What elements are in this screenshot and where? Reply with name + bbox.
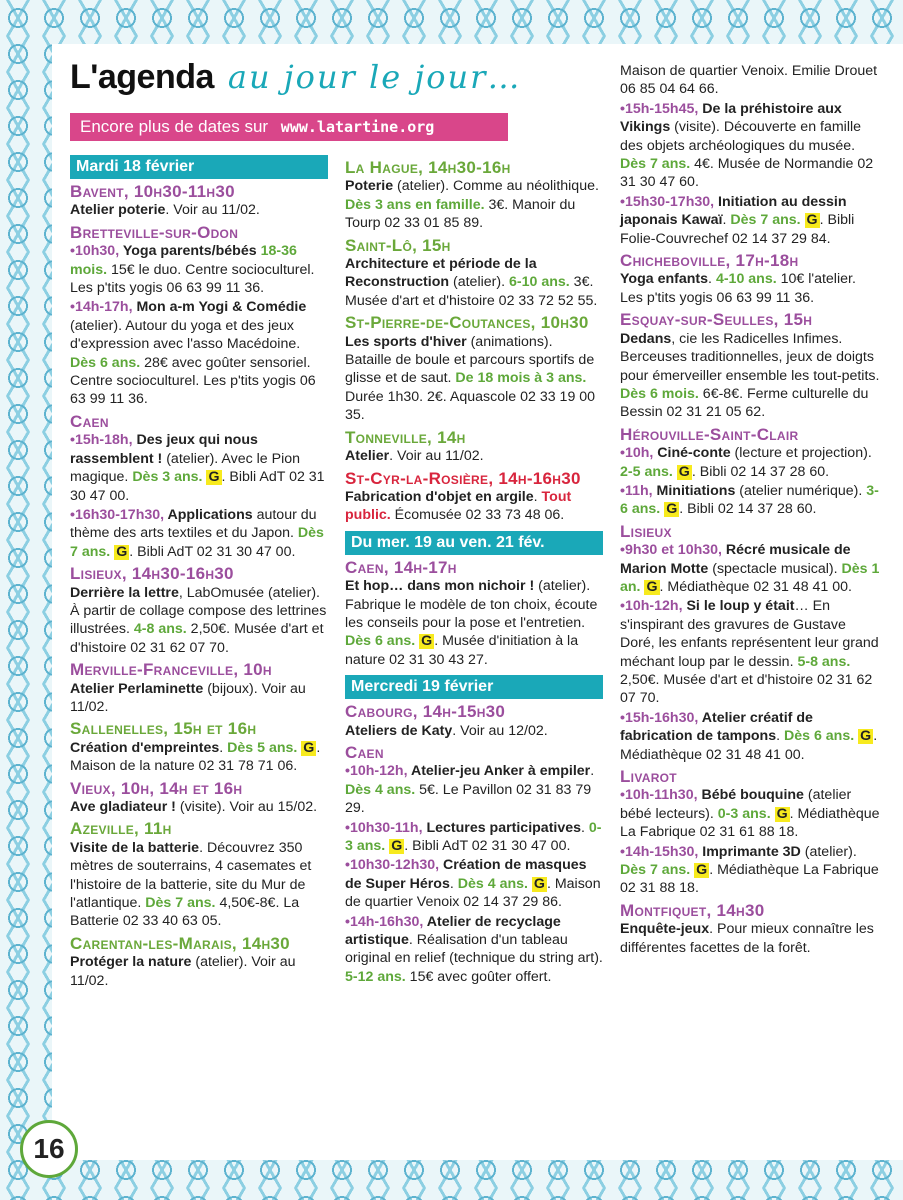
agenda-column-2 bbox=[345, 155, 603, 987]
place-heading: Bretteville-sur-Odon bbox=[70, 222, 239, 242]
place-heading: Sallenelles, 15h et 16h bbox=[70, 719, 257, 739]
free-badge: G bbox=[533, 875, 545, 892]
free-badge: G bbox=[116, 543, 128, 560]
date-header: Mercredi 19 février bbox=[345, 675, 603, 699]
place-heading: Bavent, 10h30-11h30 bbox=[70, 182, 235, 201]
event-entry: Derrière la lettre, LabOmusée (atelier). À partir de collage compose des lettrines illustrées. 4-8 ans. 2,50€. Musée d'art et d'histoire 02 31 62 07 70. bbox=[70, 584, 327, 656]
event-entry: •10h-11h30, Bébé bouquine (atelier bébé lecteurs). 0-3 ans. G . Médiathèque La Fabrique 02 31 61 88 18. bbox=[620, 787, 880, 841]
event-entry: Les sports d'hiver (animations). Bataille de boule et parcours sportifs de glisse et de saut. De 18 mois à 3 ans. Durée 1h30. 2€. Aquascole 02 33 19 00 35. bbox=[345, 333, 596, 424]
place-heading: Saint-Lô, 15h bbox=[345, 235, 451, 255]
place-heading: St-Cyr-la-Rosière, 14h-16h30 bbox=[345, 468, 581, 488]
free-badge: G bbox=[391, 838, 403, 854]
event-entry: Atelier Perlaminette (bijoux). Voir au 11/02. bbox=[70, 680, 306, 715]
event-entry: Protéger la nature (atelier). Voir au 11/02. bbox=[70, 954, 296, 989]
event-entry: •15h30-17h30, Initiation au dessin japonais Kawaï. Dès 7 ans. G . Bibli Folie-Couvrechef 02 14 37 29 84. bbox=[620, 193, 855, 247]
place-heading: Vieux, 10h, 14h et 16h bbox=[70, 778, 243, 798]
place-heading: Cabourg, 14h-15h30 bbox=[345, 702, 506, 722]
event-entry: •14h-17h, Mon a-m Yogi & Comédie (atelier). Autour du yoga et des jeux d'expression avec l'asso Macédoine. Dès 6 ans. 28€ avec goûter sensoriel. Centre socioculturel. Les p'tits yogis 06 63 99 11 36. bbox=[70, 299, 316, 408]
place-heading: Merville-Franceville, 10h bbox=[70, 660, 272, 680]
event-entry: •15h-15h45, De la préhistoire aux Vikings (visite). Découverte en famille des objets archéologiques du musée. Dès 7 ans. 4€. Musée de Normandie 02 31 30 47 60. bbox=[620, 100, 874, 191]
place-heading: Hérouville-Saint-Clair bbox=[620, 424, 799, 444]
place-heading: Caen bbox=[345, 742, 384, 762]
event-entry: Ateliers de Katy. Voir au 12/02. bbox=[345, 722, 548, 739]
agenda-column-3 bbox=[620, 62, 882, 958]
place-heading: St-Pierre-de-Coutances, 10h30 bbox=[345, 313, 589, 333]
event-entry: Poterie (atelier). Comme au néolithique. Dès 3 ans en famille. 3€. Manoir du Tourp 02 33 01 85 89. bbox=[345, 178, 599, 232]
place-heading: Chicheboville, 17h-18h bbox=[620, 251, 799, 271]
place-heading: Caen bbox=[70, 411, 109, 431]
page-number: 16 bbox=[20, 1120, 78, 1178]
free-badge: G bbox=[678, 463, 690, 480]
free-badge: G bbox=[776, 805, 788, 822]
event-entry: •16h30-17h30, Applications autour du thème des arts textiles et du Japon. Dès 7 ans. G . Bibli AdT 02 31 30 47 00. bbox=[70, 506, 324, 560]
free-badge: G bbox=[208, 469, 220, 486]
free-badge: G bbox=[303, 739, 315, 756]
event-entry: •10h30-11h, Lectures participatives. 0-3 ans. G . Bibli AdT 02 31 30 47 00. bbox=[345, 819, 602, 854]
place-heading: Montfiquet, 14h30 bbox=[620, 900, 765, 920]
event-entry: Visite de la batterie. Découvrez 350 mètres de souterrains, 4 casemates et l'histoire de la batterie, site du Mur de l'atlantique. Dès 7 ans. 4,50€-8€. La Batterie 02 33 40 63 05. bbox=[70, 839, 312, 930]
event-entry: •14h-15h30, Imprimante 3D (atelier). Dès 7 ans. G . Médiathèque La Fabrique 02 31 88 18. bbox=[620, 843, 879, 897]
event-entry: •11h, Minitiations (atelier numérique). 3-6 ans. G . Bibli 02 14 37 28 60. bbox=[620, 482, 879, 518]
event-entry: •10h, Ciné-conte (lecture et projection). 2-5 ans. G . Bibli 02 14 37 28 60. bbox=[620, 445, 872, 480]
place-heading: Esquay-sur-Seulles, 15h bbox=[620, 310, 813, 330]
page-header bbox=[70, 58, 521, 97]
website-banner bbox=[70, 113, 508, 141]
place-heading: Carentan-les-Marais, 14h30 bbox=[70, 933, 290, 953]
page-subtitle: au jour le jour… bbox=[227, 58, 522, 96]
event-entry: Création d'empreintes. Dès 5 ans. G . Maison de la nature 02 31 78 71 06. bbox=[70, 739, 321, 775]
date-header: Du mer. 19 au ven. 21 fév. bbox=[345, 531, 603, 555]
event-entry: •10h30, Yoga parents/bébés 18-36 mois. 15€ le duo. Centre socioculturel. Les p'tits yogis 06 63 99 11 36. bbox=[70, 243, 315, 297]
event-entry: Dedans, cie les Radicelles Infimes. Berceuses traditionnelles, jeux de doigts pour émerveiller ensemble les tout-petits. Dès 6 mois. 6€-8€. Ferme culturelle du Bessin 02 31 21 05 62. bbox=[620, 330, 880, 421]
event-entry: •10h-12h, Atelier-jeu Anker à empiler. Dès 4 ans. 5€. Le Pavillon 02 31 83 79 29. bbox=[345, 763, 595, 817]
page-title: L'agenda bbox=[70, 58, 214, 96]
free-badge: G bbox=[666, 501, 678, 518]
event-entry: Atelier poterie. Voir au 11/02. bbox=[70, 202, 260, 219]
event-entry: Fabrication d'objet en argile. Tout public. Écomusée 02 33 73 48 06. bbox=[345, 488, 572, 524]
event-entry: Et hop… dans mon nichoir ! (atelier). Fabrique le modèle de ton choix, écoute les conseils pour la pose et l'entretien. Dès 6 ans. G . Musée d'initiation à la nature 02 31 30 43 27. bbox=[345, 578, 598, 668]
event-entry: •15h-16h30, Atelier créatif de fabrication de tampons. Dès 6 ans. G . Médiathèque 02 31 48 41 00. bbox=[620, 709, 878, 763]
event-entry: •10h-12h, Si le loup y était… En s'inspirant des gravures de Gustave Doré, les enfants représentent leur grand méchant loup par le dessin. 5-8 ans. 2,50€. Musée d'art et d'histoire 02 31 62 07 70. bbox=[620, 598, 879, 707]
event-entry: •15h-18h, Des jeux qui nous rassemblent ! (atelier). Avec le Pion magique. Dès 3 ans. G . Bibli AdT 02 31 30 47 00. bbox=[70, 432, 325, 504]
place-heading: Caen, 14h-17h bbox=[345, 557, 457, 577]
event-entry: Ave gladiateur ! (visite). Voir au 15/02. bbox=[70, 799, 318, 815]
event-entry: Yoga enfants. 4-10 ans. 10€ l'atelier. Les p'tits yogis 06 63 99 11 36. bbox=[620, 271, 856, 306]
event-entry: Atelier. Voir au 11/02. bbox=[345, 448, 484, 465]
place-heading: Lisieux, 14h30-16h30 bbox=[70, 564, 234, 584]
free-badge: G bbox=[646, 578, 658, 595]
place-heading: Azeville, 11h bbox=[70, 819, 172, 839]
event-entry: Architecture et période de la Reconstruction (atelier). 6-10 ans. 3€. Musée d'art et d'histoire 02 33 72 52 55. bbox=[345, 256, 598, 309]
place-heading: Lisieux bbox=[620, 521, 672, 541]
event-entry: Maison de quartier Venoix. Emilie Drouet 06 85 04 64 66. bbox=[620, 63, 878, 98]
event-entry: •14h-16h30, Atelier de recyclage artistique. Réalisation d'un tableau original en relief (technique du string art). 5-12 ans. 15€ avec goûter offert. bbox=[345, 913, 603, 985]
place-heading: Tonneville, 14h bbox=[345, 427, 466, 447]
event-entry: Enquête-jeux. Pour mieux connaître les différentes facettes de la forêt. bbox=[620, 921, 874, 956]
free-badge: G bbox=[806, 212, 818, 229]
date-header: Mardi 18 février bbox=[70, 155, 328, 179]
place-heading: La Hague, 14h30-16h bbox=[345, 158, 511, 177]
agenda-column-1 bbox=[70, 153, 328, 991]
place-heading: Livarot bbox=[620, 767, 677, 787]
event-entry: •10h30-12h30, Création de masques de Super Héros. Dès 4 ans. G . Maison de quartier Venoix 02 14 37 29 86. bbox=[345, 857, 601, 911]
banner-url-link[interactable]: www.latartine.org bbox=[280, 118, 435, 136]
banner-text: Encore plus de dates sur bbox=[80, 117, 269, 136]
free-badge: G bbox=[696, 862, 708, 879]
free-badge: G bbox=[421, 633, 433, 650]
event-entry: •9h30 et 10h30, Récré musicale de Marion Motte (spectacle musical). Dès 1 an. G . Médiathèque 02 31 48 41 00. bbox=[620, 542, 880, 595]
free-badge: G bbox=[860, 728, 872, 745]
